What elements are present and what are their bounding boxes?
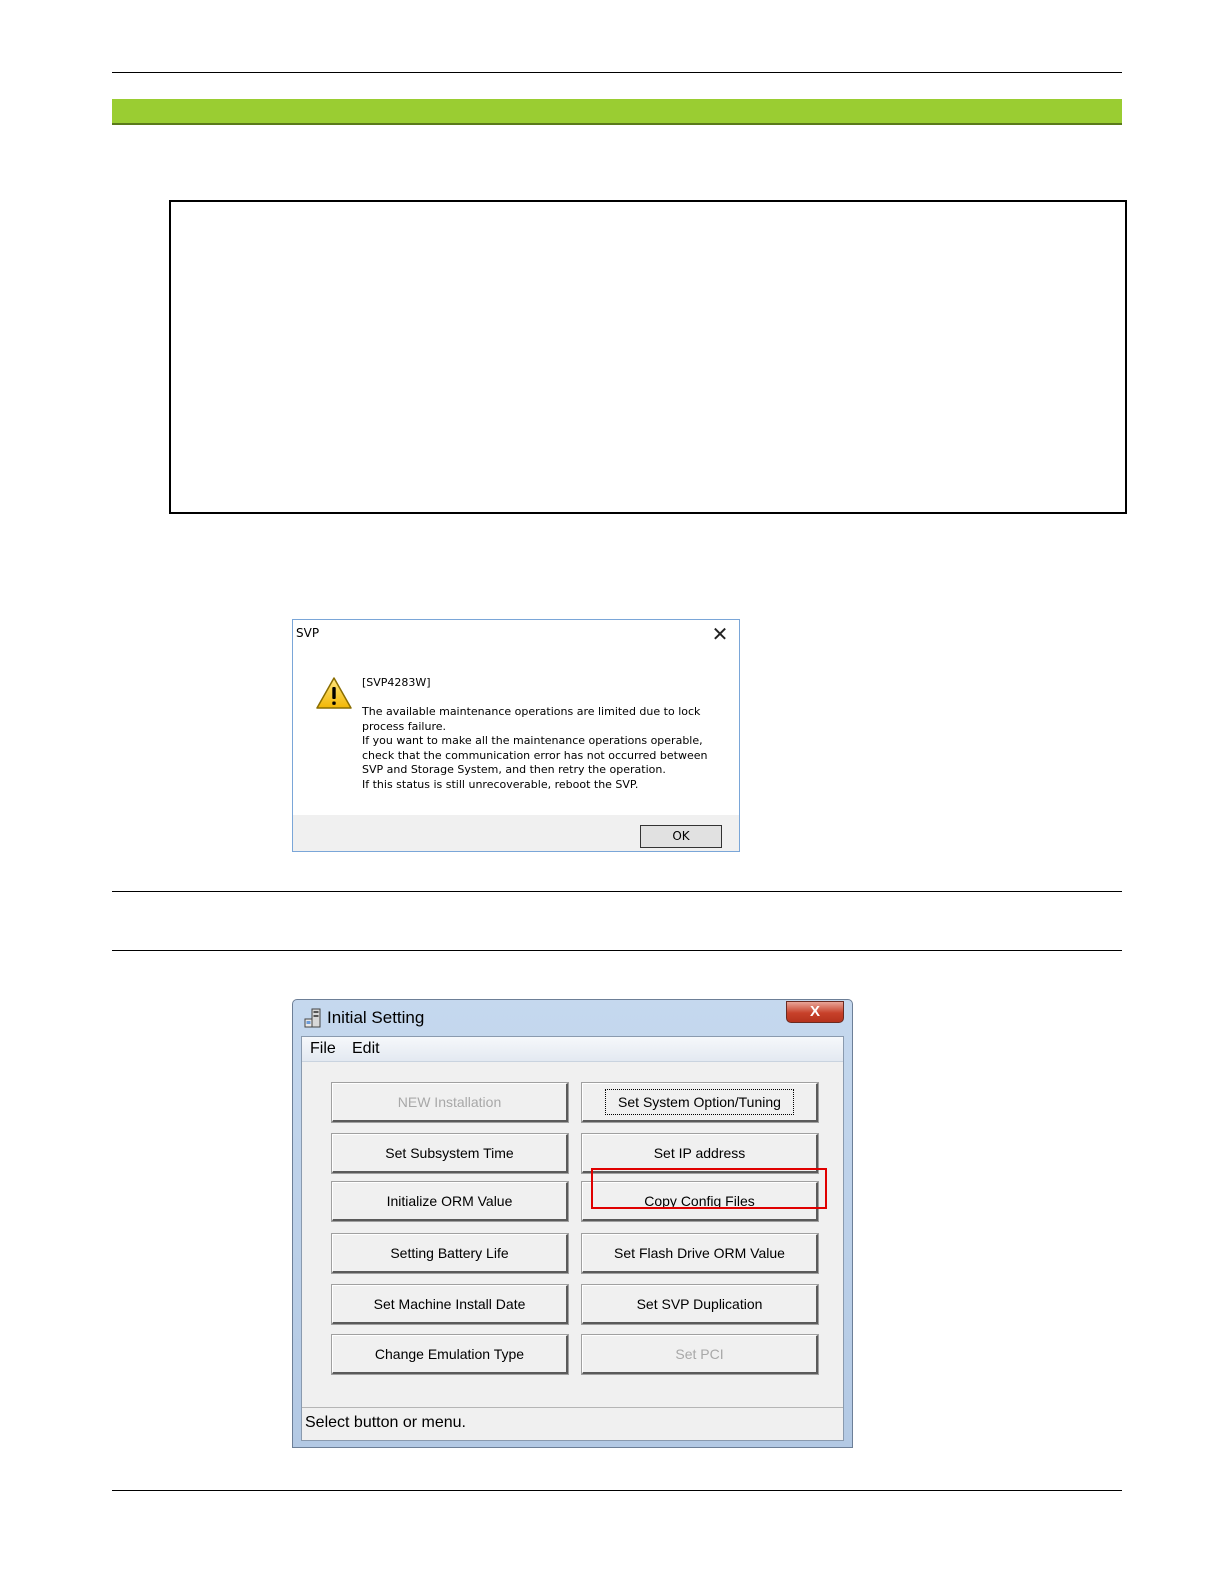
button-label: Setting Battery Life [390, 1245, 509, 1261]
window-title: Initial Setting [327, 1008, 425, 1027]
message-text [362, 705, 712, 793]
initial-setting-window [292, 999, 853, 1448]
set-pci-button[interactable] [582, 1335, 818, 1374]
warning-icon [315, 676, 353, 710]
initialize-orm-value-button[interactable] [332, 1182, 568, 1221]
menu-file[interactable]: File [310, 1040, 336, 1057]
button-label: Set SVP Duplication [636, 1296, 763, 1312]
set-subsystem-time-button[interactable] [332, 1134, 568, 1173]
button-label: Set PCI [675, 1346, 724, 1362]
button-label: Set Machine Install Date [373, 1296, 526, 1312]
status-bar [302, 1407, 843, 1440]
close-button[interactable]: X [786, 1001, 844, 1023]
section-rule [112, 950, 1122, 951]
setting-battery-life-button[interactable] [332, 1234, 568, 1273]
close-icon[interactable]: ✕ [711, 622, 729, 646]
dialog-title: SVP [296, 626, 320, 640]
message-line: SVP and Storage System, and then retry the operation. [362, 763, 666, 777]
copy-config-files-button[interactable] [582, 1182, 818, 1221]
button-label: Initialize ORM Value [386, 1193, 513, 1209]
status-text: Select button or menu. [305, 1414, 466, 1431]
message-code: [SVP4283W] [362, 676, 431, 689]
message-line: The available maintenance operations are limited due to lock [362, 705, 701, 718]
section-heading-bar [112, 99, 1122, 125]
set-system-option-tuning-button[interactable] [582, 1083, 818, 1122]
button-label: Set Subsystem Time [385, 1145, 514, 1161]
bottom-rule [112, 1490, 1122, 1491]
menu-edit[interactable]: Edit [352, 1040, 380, 1057]
message-line: If this status is still unrecoverable, reboot the SVP. [362, 777, 639, 791]
button-label: Change Emulation Type [374, 1346, 525, 1362]
svp-warning-dialog [292, 619, 740, 852]
set-flash-drive-orm-value-button[interactable] [582, 1234, 818, 1273]
button-label: NEW Installation [397, 1094, 502, 1110]
new-installation-button[interactable] [332, 1083, 568, 1122]
ok-button[interactable]: OK [640, 825, 722, 848]
button-label: Set System Option/Tuning [610, 1094, 789, 1110]
top-rule [112, 72, 1122, 73]
set-ip-address-button[interactable] [582, 1134, 818, 1173]
app-icon [303, 1008, 323, 1030]
button-label: Copy Config Files [644, 1193, 755, 1209]
message-line: If you want to make all the maintenance operations operable, [362, 734, 703, 748]
button-label: Set Flash Drive ORM Value [614, 1245, 785, 1261]
section-rule [112, 891, 1122, 892]
set-machine-install-date-button[interactable] [332, 1285, 568, 1324]
change-emulation-type-button[interactable] [332, 1335, 568, 1374]
button-label: Set IP address [653, 1145, 746, 1161]
message-line: process failure. [362, 719, 447, 733]
note-box [169, 200, 1127, 514]
set-svp-duplication-button[interactable] [582, 1285, 818, 1324]
window-client [301, 1036, 844, 1441]
dialog-footer [293, 815, 739, 851]
message-line: check that the communication error has not occurred between [362, 748, 708, 762]
menu-bar [302, 1037, 843, 1062]
